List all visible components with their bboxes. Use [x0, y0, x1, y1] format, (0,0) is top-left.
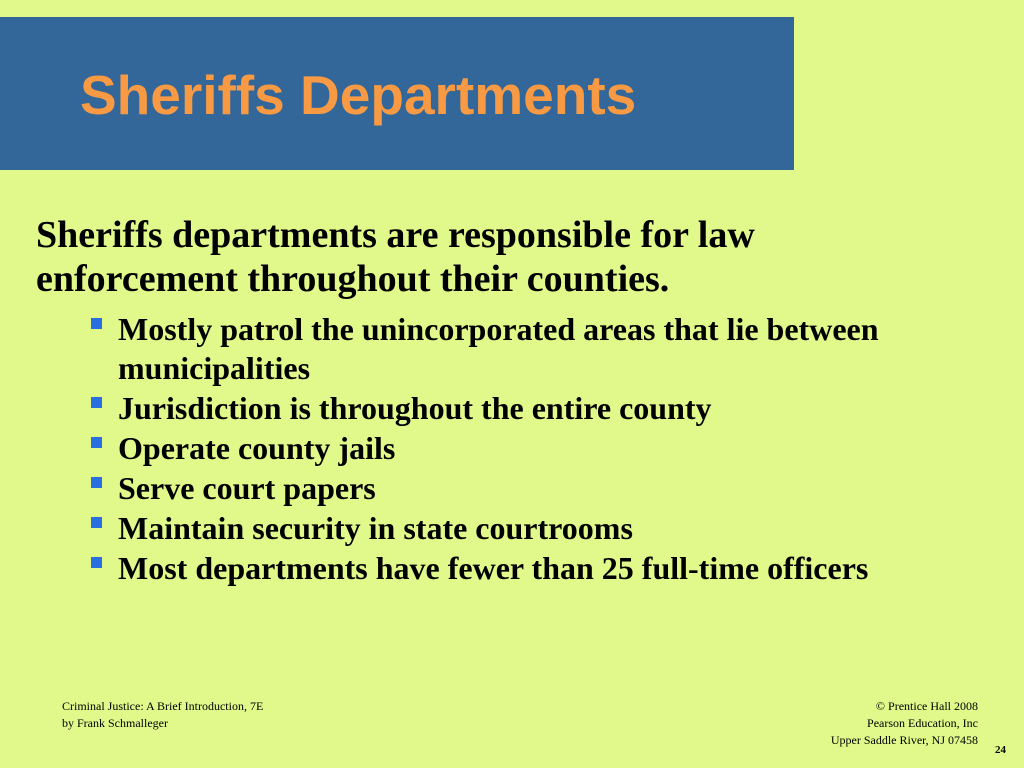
- square-bullet-icon: [91, 397, 102, 408]
- bullet-item: [90, 549, 970, 588]
- bullet-text: Jurisdiction is throughout the entire county: [118, 390, 712, 426]
- square-bullet-icon: [91, 557, 102, 568]
- bullet-text: Most departments have fewer than 25 full-time officers: [118, 550, 869, 586]
- bullet-item: [90, 429, 970, 468]
- page-number: 24: [995, 744, 1006, 756]
- bullet-text: Operate county jails: [118, 430, 396, 466]
- footer-address-line: Upper Saddle River, NJ 07458: [830, 733, 978, 747]
- square-bullet-icon: [91, 437, 102, 448]
- footer-copyright-line: © Prentice Hall 2008: [875, 699, 978, 713]
- footer-book-info: [62, 698, 263, 732]
- footer-copyright: [831, 698, 978, 749]
- footer-publisher-line: Pearson Education, Inc: [867, 716, 978, 730]
- footer-book-author: by Frank Schmalleger: [62, 716, 168, 730]
- footer-book-title: Criminal Justice: A Brief Introduction, 7E: [62, 699, 264, 713]
- bullet-item: [90, 509, 970, 548]
- slide-title: Sheriffs Departments: [80, 64, 637, 126]
- square-bullet-icon: [91, 517, 102, 528]
- bullet-item: [90, 389, 970, 428]
- bullet-item: [90, 310, 970, 388]
- square-bullet-icon: [91, 318, 102, 329]
- lead-text: Sheriffs departments are responsible for law enforcement throughout their counties.: [36, 214, 755, 300]
- bullet-list: [90, 310, 970, 589]
- bullet-text: Mostly patrol the unincorporated areas that lie between municipalities: [118, 311, 879, 386]
- bullet-text: Serve court papers: [118, 470, 376, 506]
- bullet-item: [90, 469, 970, 508]
- square-bullet-icon: [91, 477, 102, 488]
- bullet-text: Maintain security in state courtrooms: [118, 510, 633, 546]
